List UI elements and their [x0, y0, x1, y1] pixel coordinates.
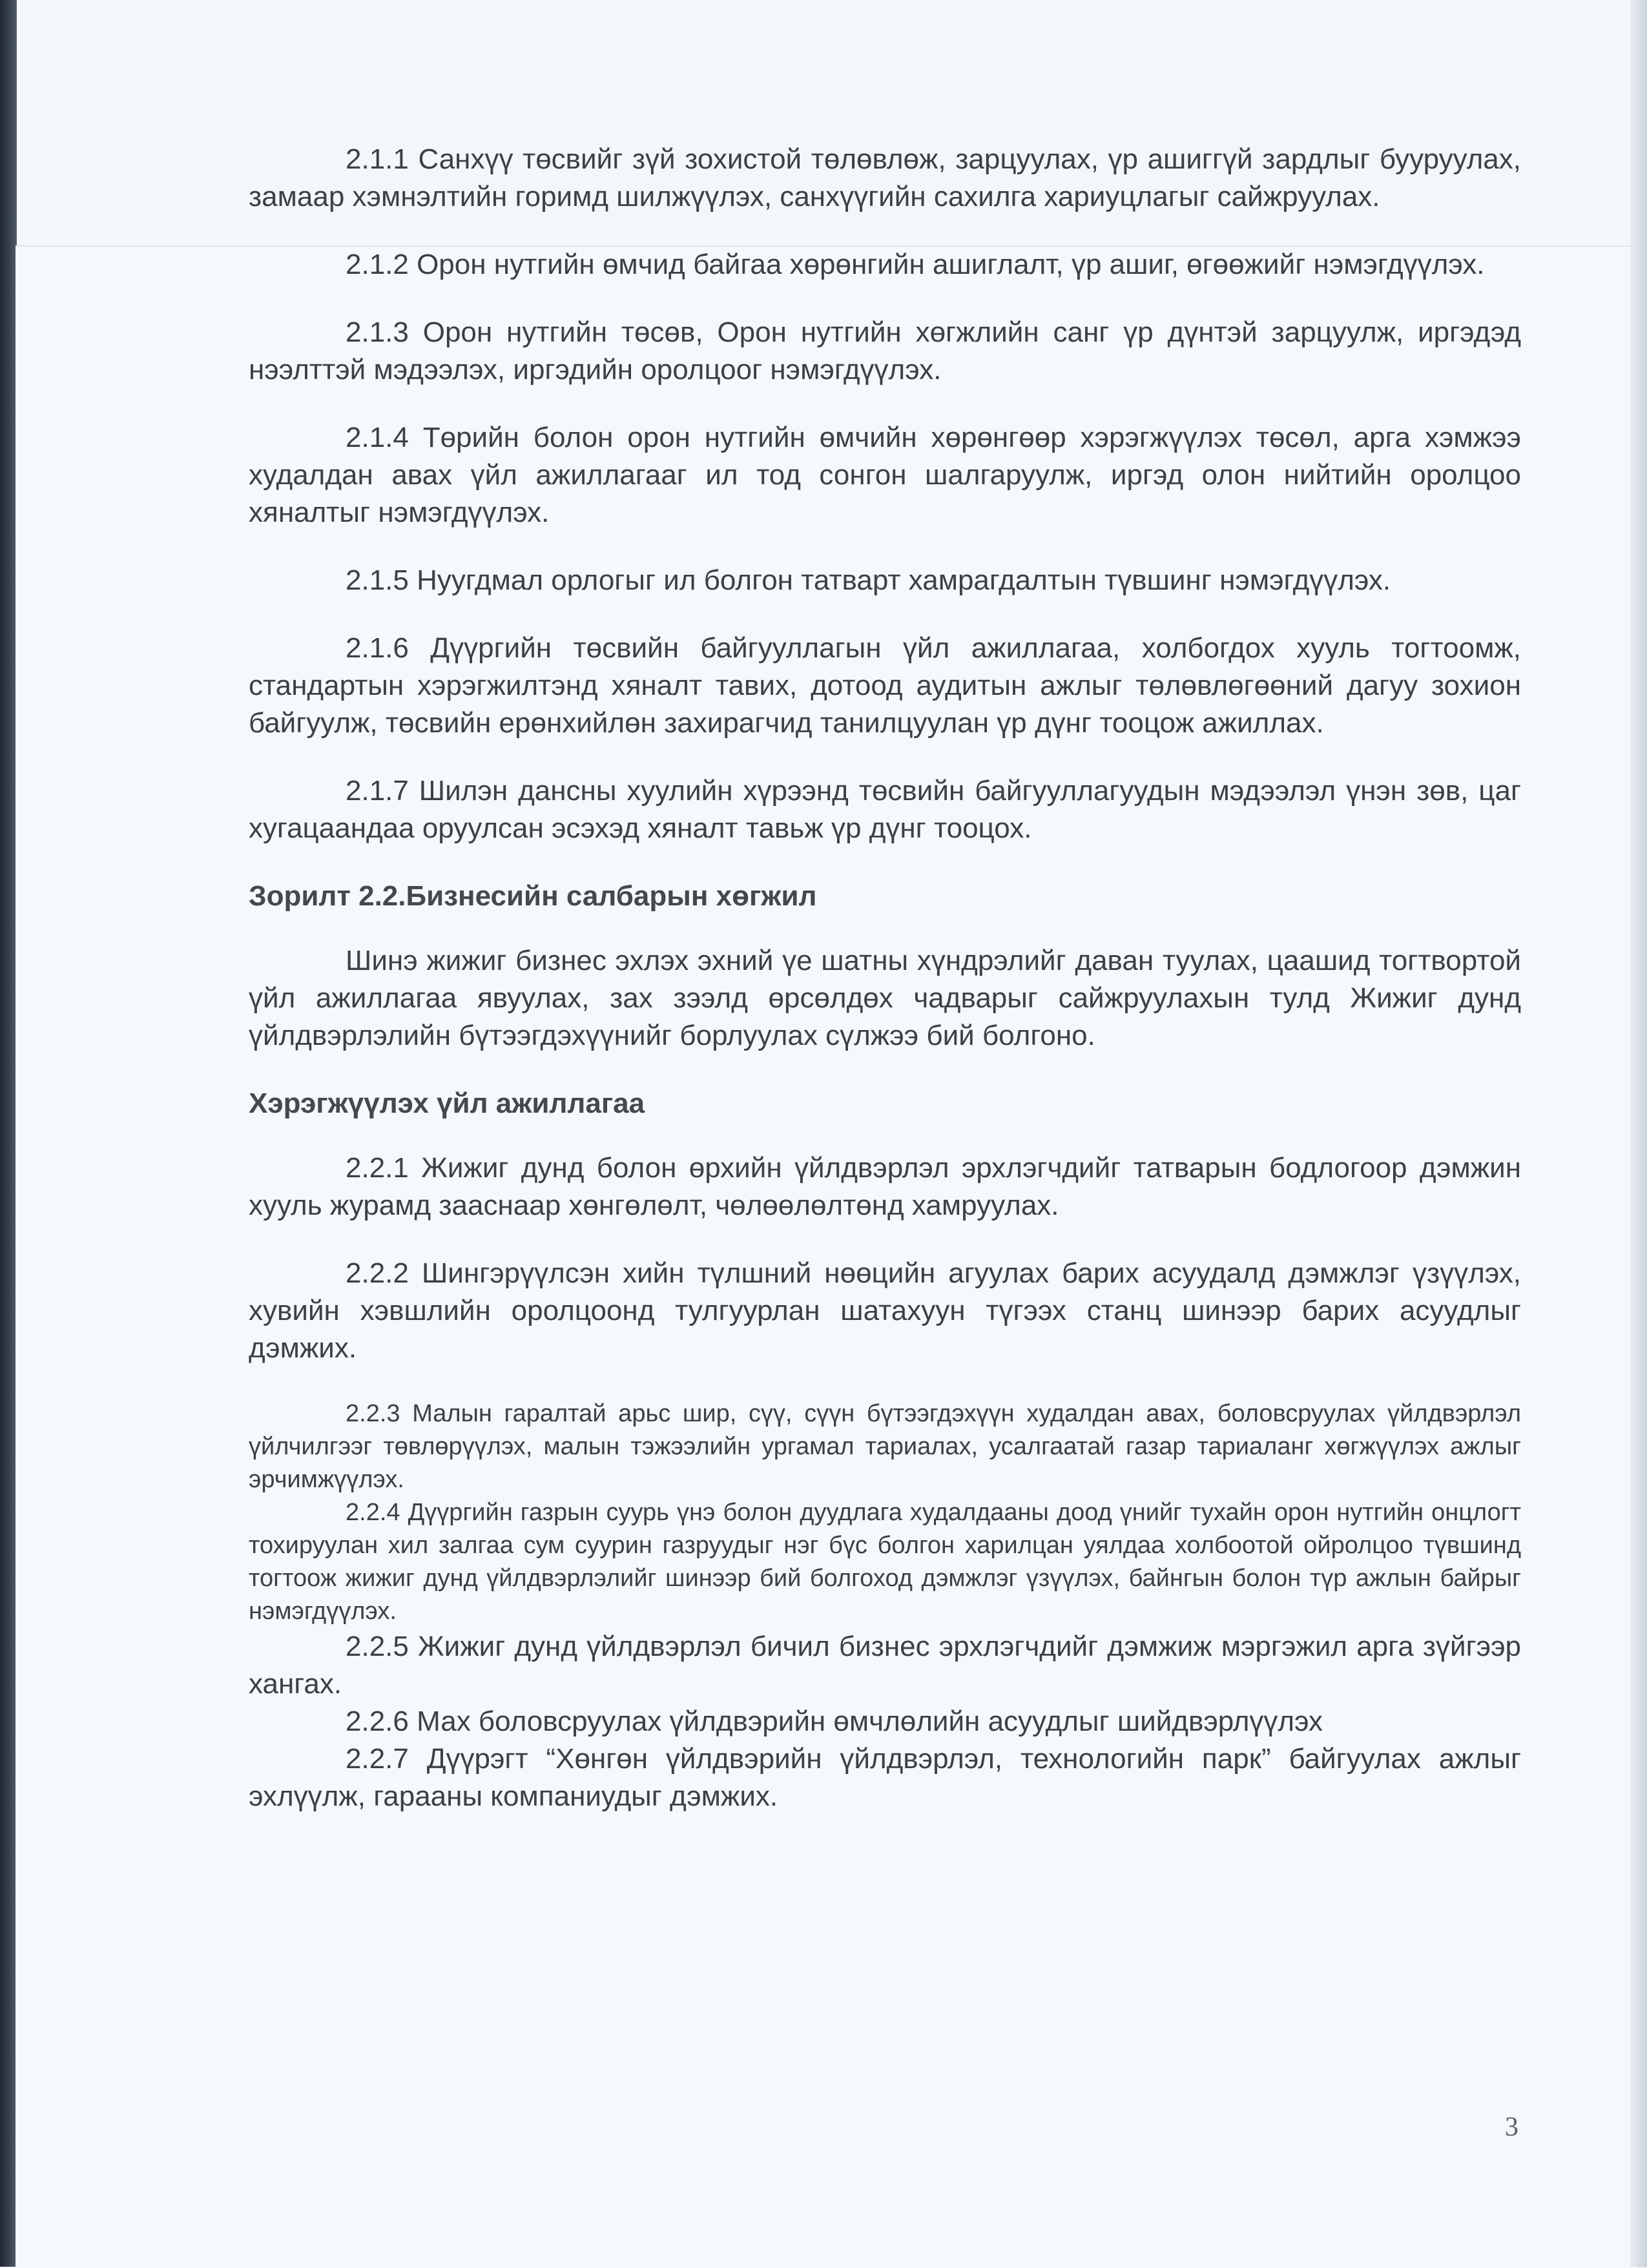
scan-edge-right	[1630, 0, 1647, 2267]
paragraph-2-2-5: 2.2.5 Жижиг дунд үйлдвэрлэл бичил бизнес эрхлэгчдийг дэмжиж мэргэжил арга зүйгээр хангах.	[249, 1631, 1521, 1700]
paragraph-2-2-4: 2.2.4 Дүүргийн газрын суурь үнэ болон дуудлага худалдааны доод үнийг тухайн орон нутгийн онцлогт тохируулан хил залгаа сум суурин газруудыг нэг бүс болгон харилцан уялдаа холбоотой ойролцоо түвшинд тогтоож жижиг дунд үйлдвэрлэлийг шинээр бий болгоход дэмжлэг үзүүлэх, байнгын болон түр ажлын байрыг нэмэгдүүлэх.	[249, 1499, 1521, 1625]
section-heading-goal: Зорилт 2.2.Бизнесийн салбарын хөгжил	[249, 880, 817, 912]
paragraph-2-1-1: 2.1.1 Санхүү төсвийг зүй зохистой төлөвлөж, зарцуулах, үр ашиггүй зардлыг бууруулах, замаар хэмнэлтийн горимд шилжүүлэх, санхүүгийн сахилга хариуцлагыг сайжруулах.	[249, 143, 1521, 212]
paragraph-2-1-3: 2.1.3 Орон нутгийн төсөв, Орон нутгийн хөгжлийн санг үр дүнтэй зарцуулж, иргэдэд нээлттэй мэдээлэх, иргэдийн оролцоог нэмэгдүүлэх.	[249, 316, 1521, 386]
paragraph-2-2-2: 2.2.2 Шингэрүүлсэн хийн түлшний нөөцийн агуулах барих асуудалд дэмжлэг үзүүлэх, хувийн хэвшлийн оролцоонд тулгуурлан шатахуун түгээх станц шинээр барих асуудлыг дэмжих.	[249, 1257, 1521, 1364]
document-body	[249, 141, 1521, 1815]
paragraph-intro: Шинэ жижиг бизнес эхлэх эхний үе шатны хүндрэлийг даван туулах, цаашид тогтвортой үйл ажиллагаа явуулах, зах зээлд өрсөлдөх чадварыг сайжруулахын тулд Жижиг дунд үйлдвэрлэлийн бүтээгдэхүүнийг борлуулах сүлжээ бий болгоно.	[249, 945, 1521, 1051]
paragraph-2-1-7: 2.1.7 Шилэн дансны хуулийн хүрээнд төсвийн байгууллагуудын мэдээлэл үнэн зөв, цаг хугацаандаа оруулсан эсэхэд хяналт тавьж үр дүнг тооцох.	[249, 775, 1521, 844]
paragraph-2-2-3: 2.2.3 Малын гаралтай арьс шир, сүү, сүүн бүтээгдэхүүн худалдан авах, боловсруулах үйлдвэрлэл үйлчилгээг төвлөрүүлэх, малын тэжээлийн ургамал тариалах, усалгаатай газар тариаланг хөгжүүлэх ажлыг эрчимжүүлэх.	[249, 1400, 1521, 1493]
paragraph-2-1-4: 2.1.4 Төрийн болон орон нутгийн өмчийн хөрөнгөөр хэрэгжүүлэх төсөл, арга хэмжээ худалдан авах үйл ажиллагааг ил тод сонгон шалгаруулж, иргэд олон нийтийн оролцоо хяналтыг нэмэгдүүлэх.	[249, 422, 1521, 528]
paragraph-2-2-6: 2.2.6 Мах боловсруулах үйлдвэрийн өмчлөлийн асуудлыг шийдвэрлүүлэх	[346, 1706, 1323, 1737]
paragraph-2-1-5: 2.1.5 Нуугдмал орлогыг ил болгон татварт хамрагдалтын түвшинг нэмэгдүүлэх.	[346, 564, 1391, 596]
page-number: 3	[1505, 2112, 1518, 2142]
section-heading-actions: Хэрэгжүүлэх үйл ажиллагаа	[249, 1088, 645, 1119]
paragraph-2-1-2: 2.1.2 Орон нутгийн өмчид байгаа хөрөнгийн ашиглалт, үр ашиг, өгөөжийг нэмэгдүүлэх.	[346, 249, 1485, 280]
paragraph-2-2-7: 2.2.7 Дүүрэгт “Хөнгөн үйлдвэрийн үйлдвэрлэл, технологийн парк” байгуулах ажлыг эхлүүлж, гарааны компаниудыг дэмжих.	[249, 1743, 1521, 1812]
paragraph-2-1-6: 2.1.6 Дүүргийн төсвийн байгууллагын үйл ажиллагаа, холбогдох хууль тогтоомж, стандартын хэрэгжилтэнд хяналт тавих, дотоод аудитын ажлыг төлөвлөгөөний дагуу зохион байгуулж, төсвийн ерөнхийлөн захирагчид танилцуулан үр дүнг тооцож ажиллах.	[249, 632, 1521, 739]
paragraph-2-2-1: 2.2.1 Жижиг дунд болон өрхийн үйлдвэрлэл эрхлэгчдийг татварын бодлогоор дэмжин хууль журамд зааснаар хөнгөлөлт, чөлөөлөлтөнд хамруулах.	[249, 1152, 1521, 1221]
